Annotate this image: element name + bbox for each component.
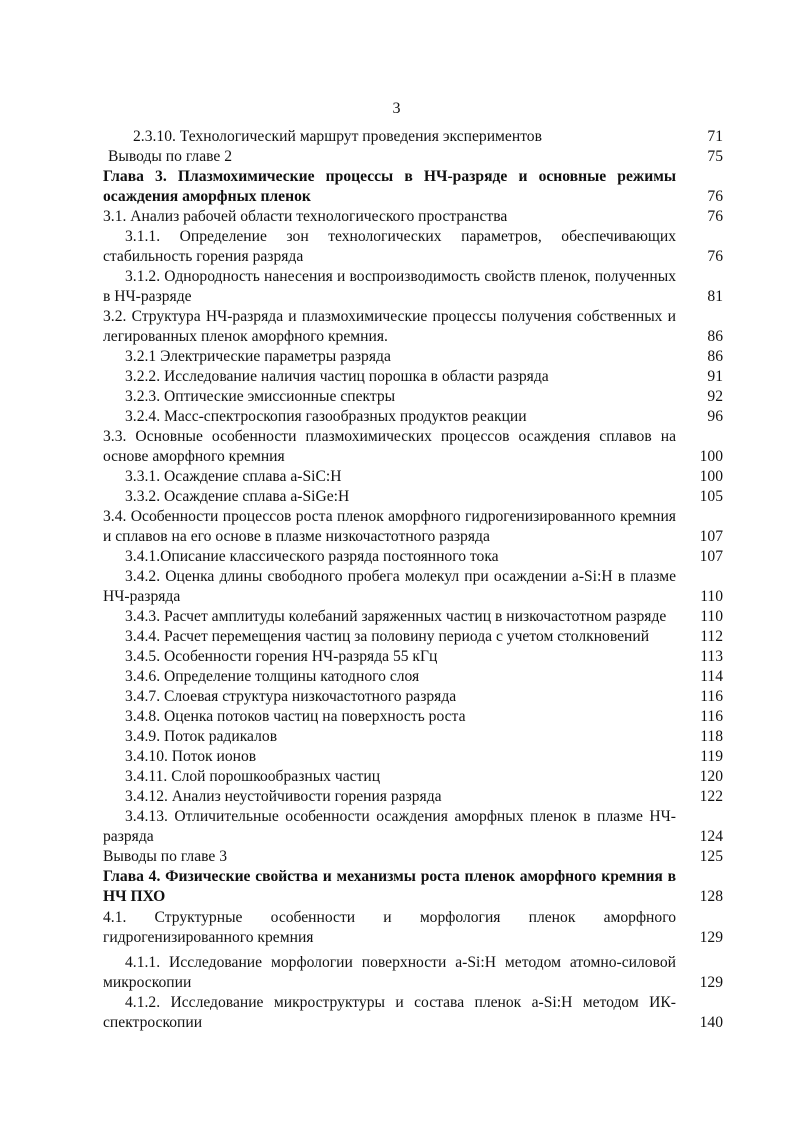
toc-entry [103, 807, 723, 847]
toc-entry-page: 129 [699, 929, 723, 946]
toc-entry-page: 71 [707, 128, 723, 145]
toc-entry-page: 86 [707, 348, 723, 365]
toc-entry [103, 147, 723, 167]
toc-entry-title: 3.4.5. Особенности горения НЧ-разряда 55 кГц [125, 648, 438, 665]
toc-entry-page: 76 [707, 188, 723, 205]
toc-entry [103, 567, 723, 607]
toc-entry [103, 767, 723, 787]
toc-entry-page: 112 [700, 628, 723, 645]
toc-entry-title: 3.4.11. Слой порошкообразных частиц [125, 768, 381, 785]
toc-entry [103, 467, 723, 487]
toc-entry-page: 129 [699, 974, 723, 991]
toc-entry [103, 667, 723, 687]
toc-entry-title: 4.1.2. Исследование микроструктуры и состава пленок a-Si:H методом ИК-спектроскопии [103, 994, 676, 1031]
toc-entry-page: 76 [707, 248, 723, 265]
toc-entry-title: 3.1. Анализ рабочей области технологического пространства [103, 208, 508, 225]
toc-entry [103, 227, 723, 267]
toc-entry-page: 124 [699, 828, 723, 845]
toc-entry [103, 407, 723, 427]
toc-entry-title: 3.3.1. Осаждение сплава a-SiC:H [125, 468, 342, 485]
toc-entry [103, 267, 723, 307]
toc-entry [103, 647, 723, 667]
toc-entry-title: 3.2.2. Исследование наличия частиц порошка в области разряда [125, 368, 549, 385]
toc-entry-title: 3.4.1.Описание классического разряда постоянного тока [125, 548, 499, 565]
toc-entry [103, 727, 723, 747]
toc-entry-page: 119 [700, 748, 723, 765]
toc-entry-title: 3.4.6. Определение толщины катодного слоя [125, 668, 420, 685]
toc-entry-page: 114 [700, 668, 723, 685]
table-of-contents [103, 127, 723, 1033]
toc-entry [103, 627, 723, 647]
toc-entry-page: 96 [707, 408, 723, 425]
toc-entry-page: 128 [699, 888, 723, 905]
toc-entry-page: 107 [699, 548, 723, 565]
toc-entry [103, 307, 723, 347]
toc-entry-title: 3.4. Особенности процессов роста пленок аморфного гидрогенизированного кремния и сплавов на его основе в плазме низкочастотного разряда [103, 508, 676, 545]
toc-entry [103, 787, 723, 807]
toc-entry-page: 75 [707, 148, 723, 165]
toc-entry-page: 116 [700, 708, 723, 725]
toc-entry [103, 347, 723, 367]
toc-entry [103, 387, 723, 407]
toc-entry-title: 3.3.2. Осаждение сплава a-SiGe:H [125, 488, 350, 505]
toc-entry-title: 3.1.2. Однородность нанесения и воспроизводимость свойств пленок, полученных в НЧ-разряде [103, 268, 676, 305]
toc-entry-title: Выводы по главе 3 [103, 848, 228, 865]
toc-entry-page: 122 [699, 788, 723, 805]
toc-entry [103, 867, 723, 907]
toc-entry-page: 81 [707, 288, 723, 305]
toc-entry-title: 3.4.8. Оценка потоков частиц на поверхность роста [125, 708, 466, 725]
toc-entry [103, 427, 723, 467]
toc-entry-title: 4.1.1. Исследование морфологии поверхности a-Si:H методом атомно-силовой микроскопии [103, 954, 676, 991]
toc-entry-page: 91 [707, 368, 723, 385]
toc-entry [103, 207, 723, 227]
toc-entry-page: 105 [699, 488, 723, 505]
toc-entry-title: 3.4.3. Расчет амплитуды колебаний заряженных частиц в низкочастотном разряде [125, 608, 667, 625]
toc-entry-title: 3.4.12. Анализ неустойчивости горения разряда [125, 788, 442, 805]
toc-entry [103, 487, 723, 507]
toc-entry-page: 120 [699, 768, 723, 785]
toc-entry-page: 86 [707, 328, 723, 345]
toc-entry [103, 687, 723, 707]
toc-entry-page: 140 [699, 1014, 723, 1031]
toc-entry [103, 993, 723, 1033]
toc-entry [103, 367, 723, 387]
toc-entry-title: 4.1. Структурные особенности и морфология пленок аморфного гидрогенизированного кремния [103, 909, 676, 946]
toc-entry-page: 100 [699, 448, 723, 465]
toc-entry-title: 3.4.4. Расчет перемещения частиц за половину периода с учетом столкновений [125, 628, 650, 645]
toc-entry-title: Выводы по главе 2 [108, 148, 233, 165]
toc-entry [103, 847, 723, 867]
toc-entry [103, 507, 723, 547]
toc-entry-title: 3.4.9. Поток радикалов [125, 728, 278, 745]
toc-entry-title: 3.2.4. Масс-спектроскопия газообразных продуктов реакции [125, 408, 527, 425]
toc-entry [103, 707, 723, 727]
toc-entry-page: 110 [700, 588, 723, 605]
toc-entry-title: 3.2. Структура НЧ-разряда и плазмохимические процессы получения собственных и легированных пленок аморфного кремния. [103, 308, 676, 345]
toc-entry [103, 127, 723, 147]
toc-entry-page: 110 [700, 608, 723, 625]
toc-entry-title: 3.4.2. Оценка длины свободного пробега молекул при осаждении a-Si:H в плазме НЧ-разряда [103, 568, 676, 605]
toc-entry-title: 3.1.1. Определение зон технологических параметров, обеспечивающих стабильность горения разряда [103, 228, 676, 265]
page-number: 3 [392, 100, 401, 117]
toc-entry-title: 3.2.3. Оптические эмиссионные спектры [125, 388, 396, 405]
toc-entry [103, 747, 723, 767]
toc-entry-title: Глава 3. Плазмохимические процессы в НЧ-разряде и основные режимы осаждения аморфных пленок [103, 168, 676, 205]
toc-entry-page: 125 [699, 848, 723, 865]
toc-entry [103, 167, 723, 207]
toc-entry-page: 118 [700, 728, 723, 745]
toc-entry [103, 547, 723, 567]
toc-entry-page: 116 [700, 688, 723, 705]
toc-entry-title: 2.3.10. Технологический маршрут проведения экспериментов [133, 128, 542, 145]
toc-entry-title: 3.2.1 Электрические параметры разряда [125, 348, 391, 365]
toc-entry [103, 953, 723, 993]
toc-entry-page: 92 [707, 388, 723, 405]
toc-entry [103, 607, 723, 627]
toc-entry-page: 107 [699, 528, 723, 545]
toc-entry-page: 113 [700, 648, 723, 665]
toc-entry-title: Глава 4. Физические свойства и механизмы роста пленок аморфного кремния в НЧ ПХО [103, 868, 676, 905]
toc-entry-title: 3.3. Основные особенности плазмохимических процессов осаждения сплавов на основе аморфного кремния [103, 428, 676, 465]
toc-entry-page: 100 [699, 468, 723, 485]
toc-entry-title: 3.4.13. Отличительные особенности осаждения аморфных пленок в плазме НЧ-разряда [103, 808, 676, 845]
toc-entry-page: 76 [707, 208, 723, 225]
toc-entry-title: 3.4.7. Слоевая структура низкочастотного разряда [125, 688, 457, 705]
toc-entry [103, 908, 723, 948]
toc-entry-title: 3.4.10. Поток ионов [125, 748, 257, 765]
